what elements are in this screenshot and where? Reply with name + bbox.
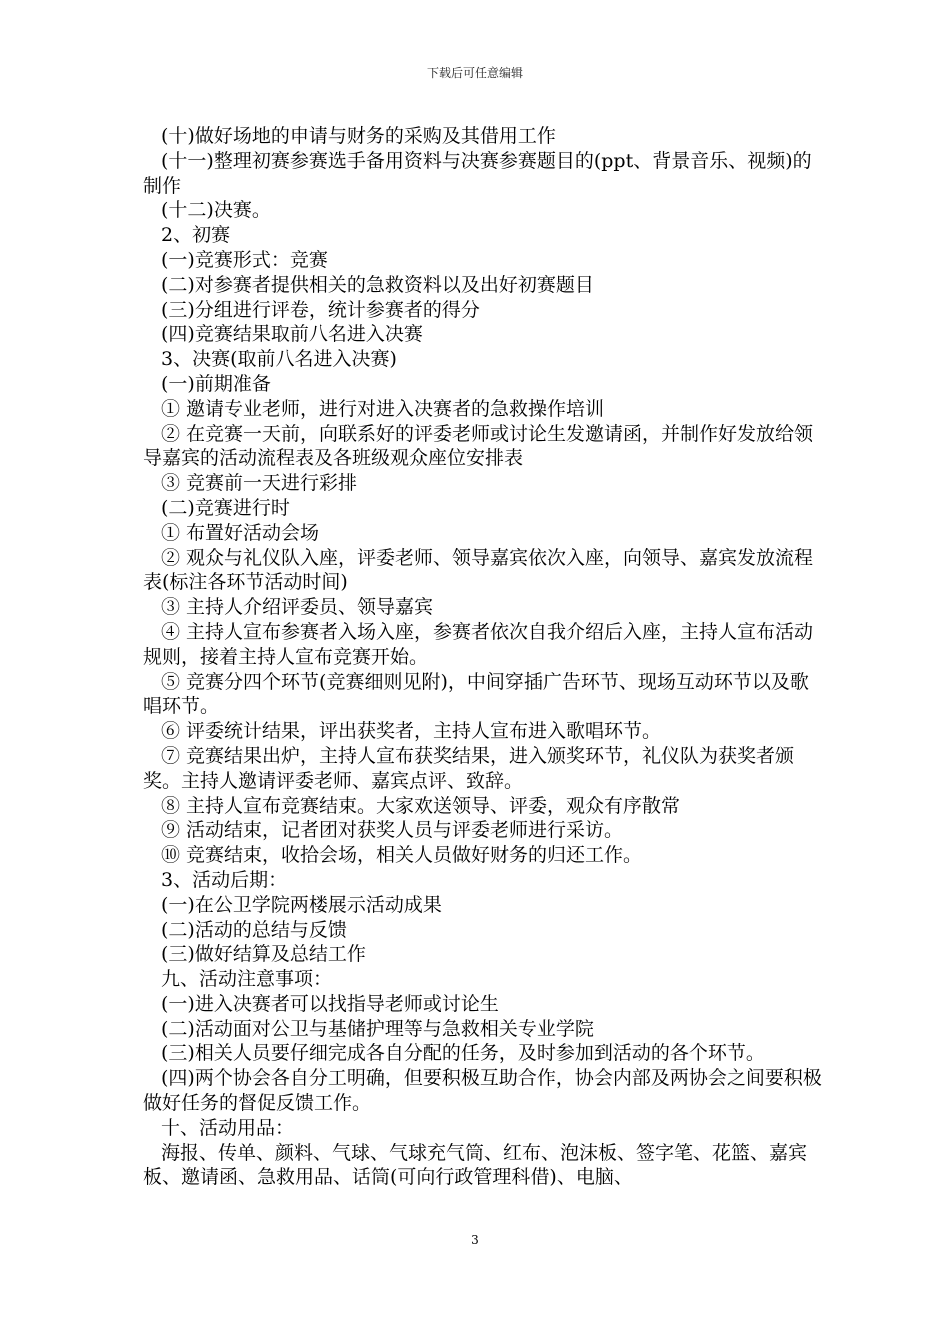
list-item: ① 邀请专业老师，进行对进入决赛者的急救操作培训 bbox=[161, 397, 605, 420]
list-item: ② 在竞赛一天前，向联系好的评委老师或讨论生发邀请函，并制作好发放给领导嘉宾的活动流程表及各班级观众座位安排表 bbox=[143, 422, 814, 470]
paragraph: (二)对参赛者提供相关的急救资料以及出好初赛题目 bbox=[161, 273, 594, 296]
list-item: ③ 主持人介绍评委员、领导嘉宾 bbox=[161, 596, 434, 619]
list-item: ⑤ 竞赛分四个环节(竞赛细则见附)，中间穿插广告环节、现场互动环节以及歌唱环节。 bbox=[143, 670, 809, 718]
paragraph: (一)在公卫学院两楼展示活动成果 bbox=[161, 893, 442, 916]
paragraph: (二)竞赛进行时 bbox=[161, 496, 290, 519]
list-item: ① 布置好活动会场 bbox=[161, 521, 320, 544]
section-heading: 九、活动注意事项： bbox=[161, 968, 333, 991]
paragraph: (三)相关人员要仔细完成各自分配的任务，及时参加到活动的各个环节。 bbox=[161, 1042, 765, 1065]
list-item: ② 观众与礼仪队入座，评委老师、领导嘉宾依次入座，向领导、嘉宾发放流程表(标注各环节活动时间) bbox=[143, 546, 814, 594]
paragraph: (十一)整理初赛参赛选手备用资料与决赛参赛题目的(ppt、背景音乐、视频)的制作 bbox=[143, 149, 812, 197]
paragraph: (十)做好场地的申请与财务的采购及其借用工作 bbox=[161, 125, 556, 147]
paragraph: (四)两个协会各自分工明确，但要积极互助合作，协会内部及两协会之间要积极做好任务的督促反馈工作。 bbox=[143, 1067, 822, 1115]
paragraph: (一)竞赛形式：竞赛 bbox=[161, 248, 328, 271]
paragraph: 海报、传单、颜料、气球、气球充气筒、红布、泡沫板、签字笔、花篮、嘉宾板、邀请函、急救用品、话筒(可向行政管理科借)、电脑、 bbox=[143, 1141, 808, 1189]
paragraph: (三)分组进行评卷，统计参赛者的得分 bbox=[161, 298, 480, 321]
list-item: ⑦ 竞赛结果出炉，主持人宣布获奖结果，进入颁奖环节，礼仪队为获奖者颁奖。主持人邀请评委老师、嘉宾点评、致辞。 bbox=[143, 744, 795, 792]
section-heading: 十、活动用品： bbox=[161, 1116, 295, 1139]
list-item: ⑩ 竞赛结束，收拾会场，相关人员做好财务的归还工作。 bbox=[161, 844, 643, 867]
paragraph: (一)进入决赛者可以找指导老师或讨论生 bbox=[161, 992, 499, 1015]
list-item: ③ 竞赛前一天进行彩排 bbox=[161, 472, 358, 495]
paragraph: (二)活动的总结与反馈 bbox=[161, 918, 347, 941]
paragraph: (四)竞赛结果取前八名进入决赛 bbox=[161, 323, 423, 346]
section-heading: 3、活动后期： bbox=[161, 868, 288, 891]
document-body bbox=[143, 124, 823, 1190]
list-item: ⑨ 活动结束，记者团对获奖人员与评委老师进行采访。 bbox=[161, 819, 624, 842]
paragraph: (十二)决赛。 bbox=[161, 199, 271, 222]
list-item: ⑥ 评委统计结果，评出获奖者，主持人宣布进入歌唱环节。 bbox=[161, 720, 662, 743]
paragraph: (二)活动面对公卫与基储护理等与急救相关专业学院 bbox=[161, 1017, 594, 1040]
list-item: ⑧ 主持人宣布竞赛结束。大家欢送领导、评委，观众有序散常 bbox=[161, 794, 681, 817]
section-heading: 3、决赛(取前八名进入决赛) bbox=[161, 348, 397, 371]
paragraph: (三)做好结算及总结工作 bbox=[161, 943, 366, 966]
list-item: ④ 主持人宣布参赛者入场入座，参赛者依次自我介绍后入座，主持人宣布活动规则，接着主持人宣布竞赛开始。 bbox=[143, 620, 814, 668]
page-number: 3 bbox=[471, 1233, 479, 1247]
page-header-note: 下载后可任意编辑 bbox=[426, 66, 523, 80]
section-heading: 2、初赛 bbox=[161, 224, 231, 247]
paragraph: (一)前期准备 bbox=[161, 372, 271, 395]
